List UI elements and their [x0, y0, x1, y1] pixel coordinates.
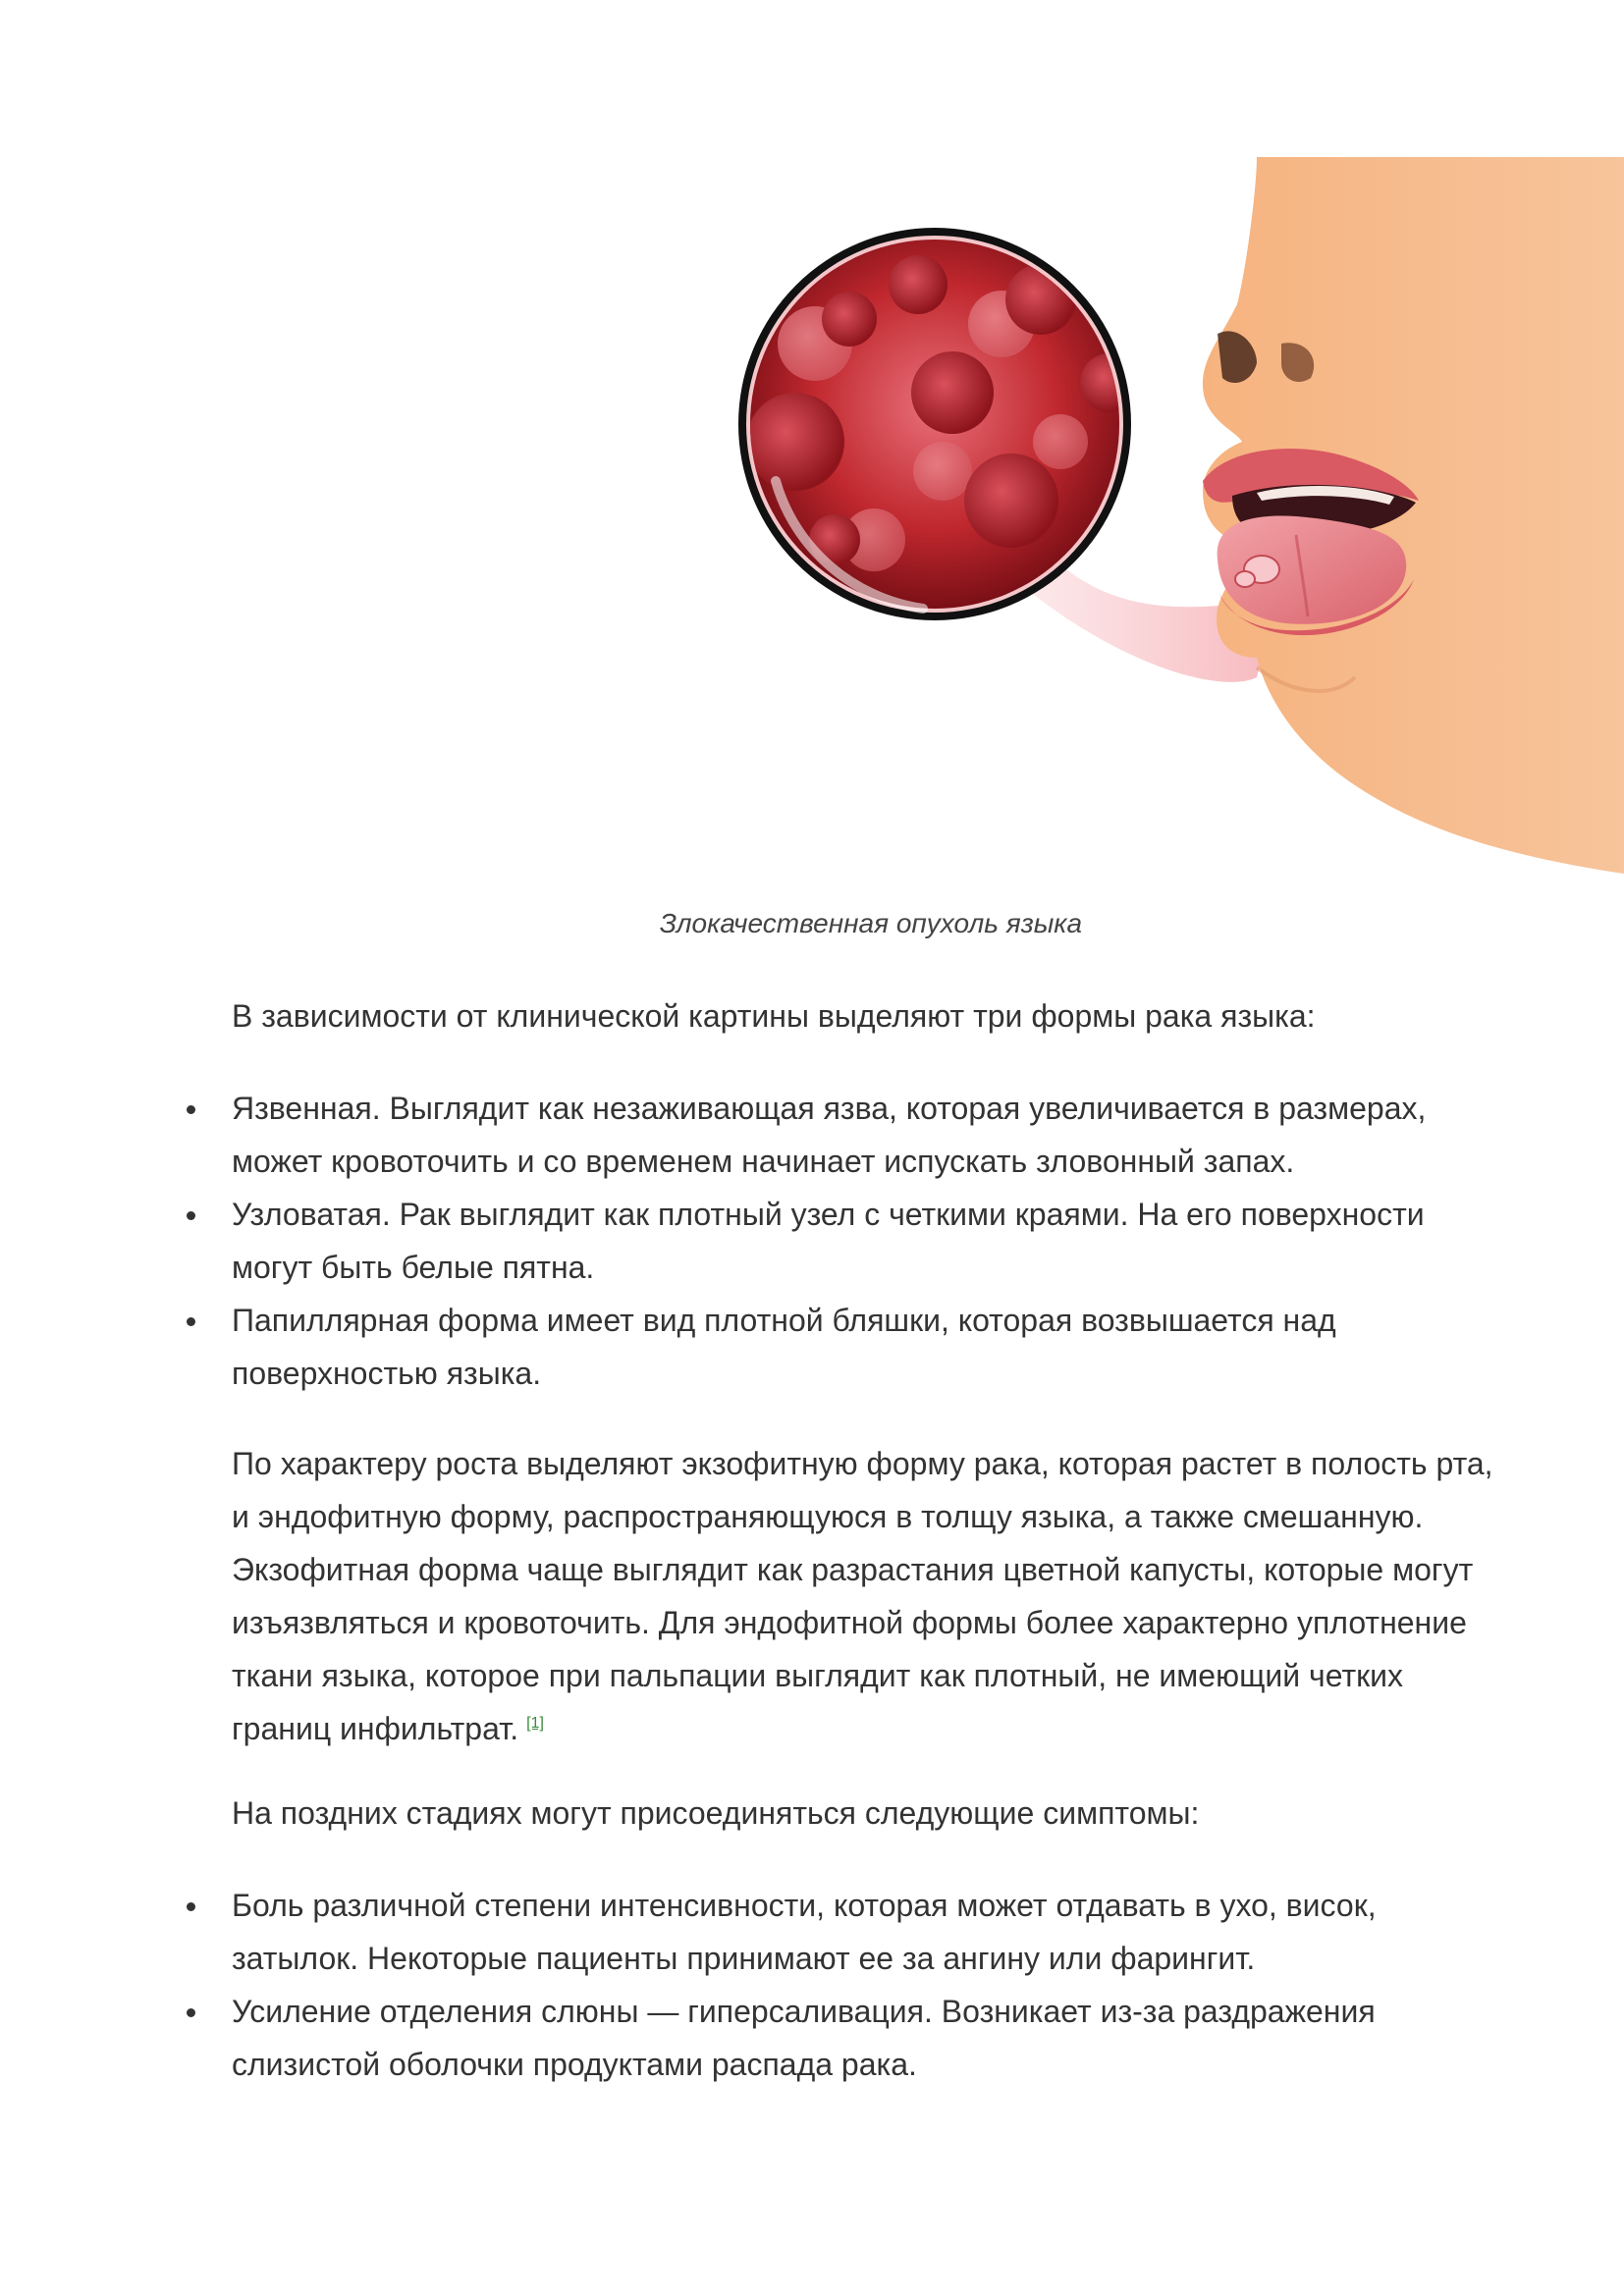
list-item: Боль различной степени интенсивности, которая может отдавать в ухо, висок, затылок. Некоторые пациенты принимают ее за ангину или фарингит.	[232, 1879, 1508, 1985]
tongue-cancer-illustration	[707, 147, 1624, 874]
growth-paragraph	[232, 1437, 1508, 1755]
figure-caption: Злокачественная опухоль языка	[659, 908, 1083, 938]
growth-text: По характеру роста выделяют экзофитную форму рака, которая растет в полость рта, и эндофитную форму, распространяющуюся в толщу языка, а также смешанную. Экзофитная форма чаще выглядит как разрастания цветной капусты, которые могут изъязвляться и кровоточить. Для эндофитной формы более характерно уплотнение ткани языка, которое при пальпации выглядит как плотный, не имеющий четких границ инфильтрат.	[232, 1446, 1493, 1746]
footnote-link[interactable]: [1]	[526, 1715, 544, 1733]
list-item: Папиллярная форма имеет вид плотной бляшки, которая возвышается над поверхностью языка.	[232, 1294, 1508, 1400]
forms-intro-paragraph: В зависимости от клинической картины выделяют три формы рака языка:	[232, 998, 1316, 1034]
late-stage-intro: На поздних стадиях могут присоединяться следующие симптомы:	[232, 1795, 1200, 1831]
cancer-forms-list	[232, 1082, 1508, 1400]
list-item: Усиление отделения слюны — гиперсаливация. Возникает из-за раздражения слизистой оболочки продуктами распада рака.	[232, 1985, 1508, 2091]
late-symptoms-list	[232, 1879, 1508, 2091]
list-item: Узловатая. Рак выглядит как плотный узел с четкими краями. На его поверхности могут быть белые пятна.	[232, 1188, 1508, 1294]
article-body	[232, 989, 1508, 2091]
list-item: Язвенная. Выглядит как незаживающая язва, которая увеличивается в размерах, может кровоточить и со временем начинает испускать зловонный запах.	[232, 1082, 1508, 1188]
